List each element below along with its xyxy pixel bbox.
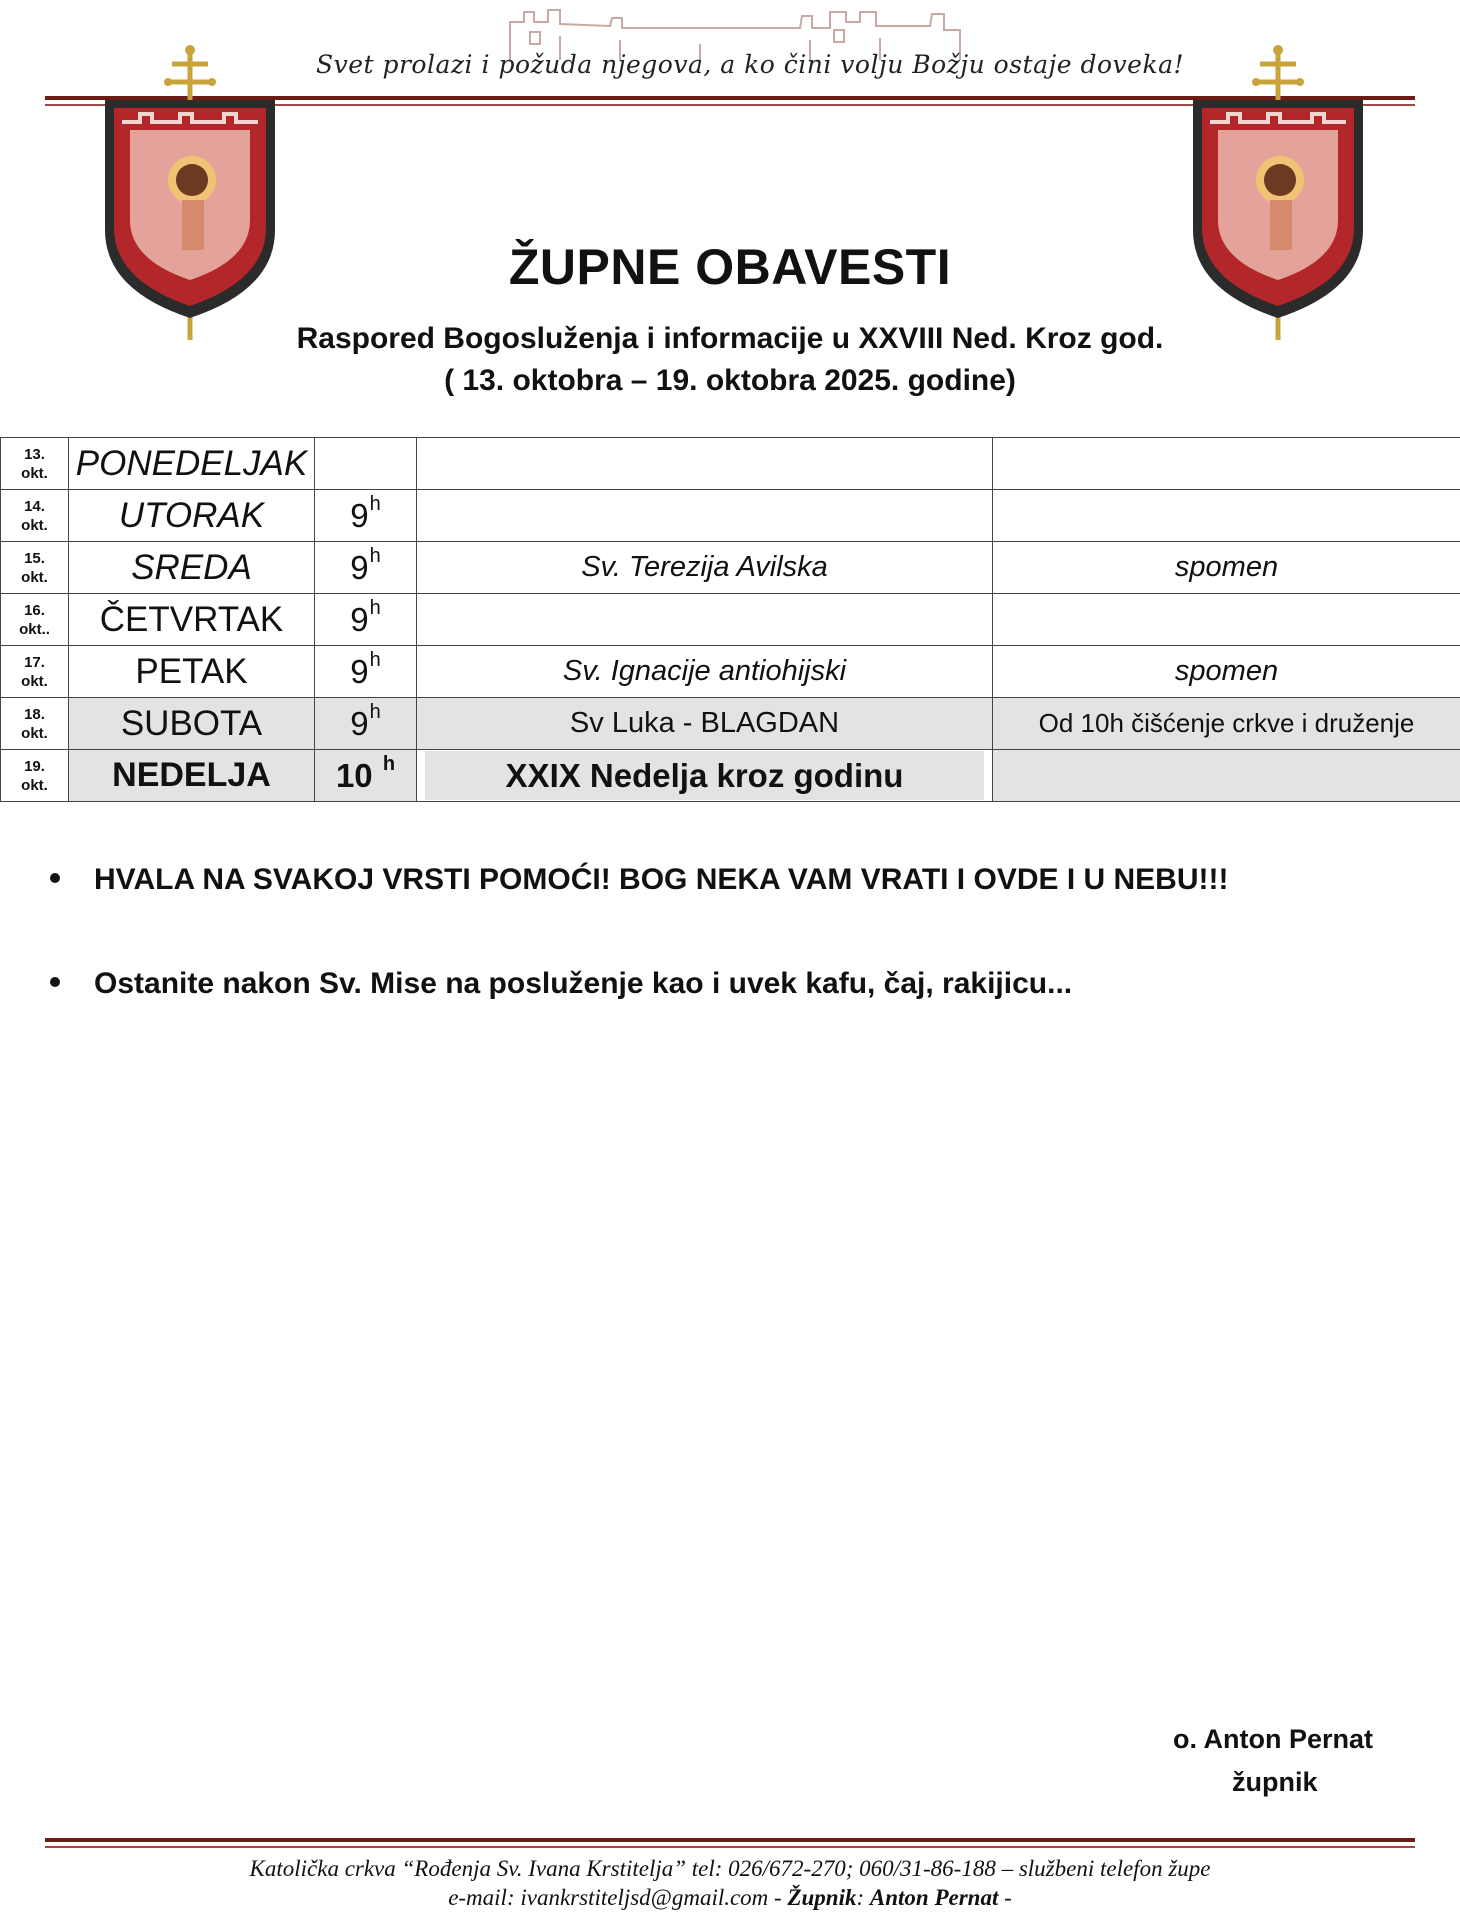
feast-cell	[417, 750, 993, 802]
date-range: ( 13. oktobra – 19. oktobra 2025. godine)	[444, 364, 1016, 397]
footer-email: e-mail: ivankrstiteljsd@gmail.com -	[448, 1885, 788, 1910]
date-cell	[1, 646, 69, 698]
feast-cell	[417, 438, 993, 490]
date-day: 18.	[24, 705, 45, 723]
date-cell	[1, 490, 69, 542]
note-cell: spomen	[993, 542, 1460, 594]
date-cell	[1, 594, 69, 646]
weekday-cell: SREDA	[69, 542, 315, 594]
notice-text: HVALA NA SVAKOJ VRSTI POMOĆI! BOG NEKA VAM VRATI I OVDE I U NEBU!!!	[94, 863, 1229, 896]
schedule-row	[1, 750, 1460, 802]
date-cell	[1, 698, 69, 750]
date-day: 14.	[24, 497, 45, 515]
bullet-icon	[50, 873, 60, 883]
time-suffix: h	[369, 596, 381, 619]
signature-name: o. Anton Pernat	[1173, 1724, 1373, 1754]
weekday-cell: PONEDELJAK	[69, 438, 315, 490]
date-month: okt..	[19, 620, 50, 638]
footer-suffix: -	[998, 1885, 1012, 1910]
weekday-cell: SUBOTA	[69, 698, 315, 750]
schedule-row	[1, 490, 1460, 542]
footer-rule	[45, 1838, 1415, 1842]
motto: Svet prolazi i požuda njegova, a ko čini volju Božju ostaje doveka!	[315, 50, 1185, 79]
time-suffix: h	[382, 752, 396, 775]
time-cell	[315, 490, 417, 542]
time-suffix: h	[369, 648, 381, 671]
note-cell	[993, 750, 1460, 802]
schedule-row	[1, 542, 1460, 594]
date-month: okt.	[21, 724, 48, 742]
date-cell	[1, 542, 69, 594]
weekday-cell: NEDELJA	[69, 750, 315, 802]
schedule-row	[1, 698, 1460, 750]
time-cell	[315, 646, 417, 698]
footer-pastor-label: Župnik	[787, 1885, 857, 1910]
time-hour: 9	[350, 548, 369, 586]
date-month: okt.	[21, 464, 48, 482]
weekday-cell: PETAK	[69, 646, 315, 698]
footer-pastor-name: Anton Pernat	[869, 1885, 999, 1910]
footer-contact: Katolička crkva “Rođenja Sv. Ivana Krstitelja” tel: 026/672-270; 060/31-86-188 – službeni telefon župe	[249, 1856, 1211, 1881]
note-cell	[993, 438, 1460, 490]
date-month: okt.	[21, 672, 48, 690]
date-day: 16.	[24, 601, 45, 619]
time-cell	[315, 438, 417, 490]
note-cell: Od 10h čišćenje crkve i druženje	[993, 698, 1460, 750]
schedule-row	[1, 594, 1460, 646]
time-hour: 9	[350, 704, 369, 742]
time-suffix: h	[369, 492, 381, 515]
feast-cell: Sv. Ignacije antiohijski	[417, 646, 993, 698]
date-month: okt.	[21, 568, 48, 586]
page-title: ŽUPNE OBAVESTI	[508, 239, 952, 295]
note-cell	[993, 490, 1460, 542]
date-day: 17.	[24, 653, 45, 671]
time-cell	[315, 542, 417, 594]
time-cell	[315, 594, 417, 646]
time-hour: 9	[350, 600, 369, 638]
date-day: 15.	[24, 549, 45, 567]
schedule-row	[1, 646, 1460, 698]
feast-cell: Sv. Terezija Avilska	[417, 542, 993, 594]
time-suffix: h	[369, 544, 381, 567]
time-hour: 10	[335, 756, 373, 794]
footer-rule-thin	[45, 1846, 1415, 1848]
notice-item	[50, 967, 1430, 1001]
feast-cell	[417, 490, 993, 542]
time-hour: 9	[350, 496, 369, 534]
note-cell: spomen	[993, 646, 1460, 698]
time-suffix: h	[369, 700, 381, 723]
bullet-icon	[50, 977, 60, 987]
time-cell	[315, 698, 417, 750]
date-cell	[1, 438, 69, 490]
notice-text: Ostanite nakon Sv. Mise na posluženje kao i uvek kafu, čaj, rakijicu...	[94, 967, 1073, 1000]
note-cell	[993, 594, 1460, 646]
feast-cell: Sv Luka - BLAGDAN	[417, 698, 993, 750]
weekday-cell: UTORAK	[69, 490, 315, 542]
weekday-cell: ČETVRTAK	[69, 594, 315, 646]
date-month: okt.	[21, 516, 48, 534]
footer-colon: :	[856, 1885, 870, 1910]
footer-email-line	[0, 1885, 1460, 1911]
date-day: 13.	[24, 445, 45, 463]
feast-highlight: XXIX Nedelja kroz godinu	[425, 751, 984, 800]
signature-role: župnik	[1232, 1767, 1318, 1797]
coat-of-arms-right-icon	[1188, 40, 1368, 360]
coat-of-arms-left-icon	[100, 40, 280, 360]
date-day: 19.	[24, 757, 45, 775]
date-cell	[1, 750, 69, 802]
time-cell	[315, 750, 417, 802]
schedule-table	[0, 437, 1460, 802]
date-month: okt.	[21, 776, 48, 794]
schedule-row	[1, 438, 1460, 490]
notice-item	[50, 863, 1430, 897]
feast-cell	[417, 594, 993, 646]
time-hour: 9	[350, 652, 369, 690]
page-subtitle: Raspored Bogosluženja i informacije u XXVIII Ned. Kroz god.	[296, 322, 1164, 355]
